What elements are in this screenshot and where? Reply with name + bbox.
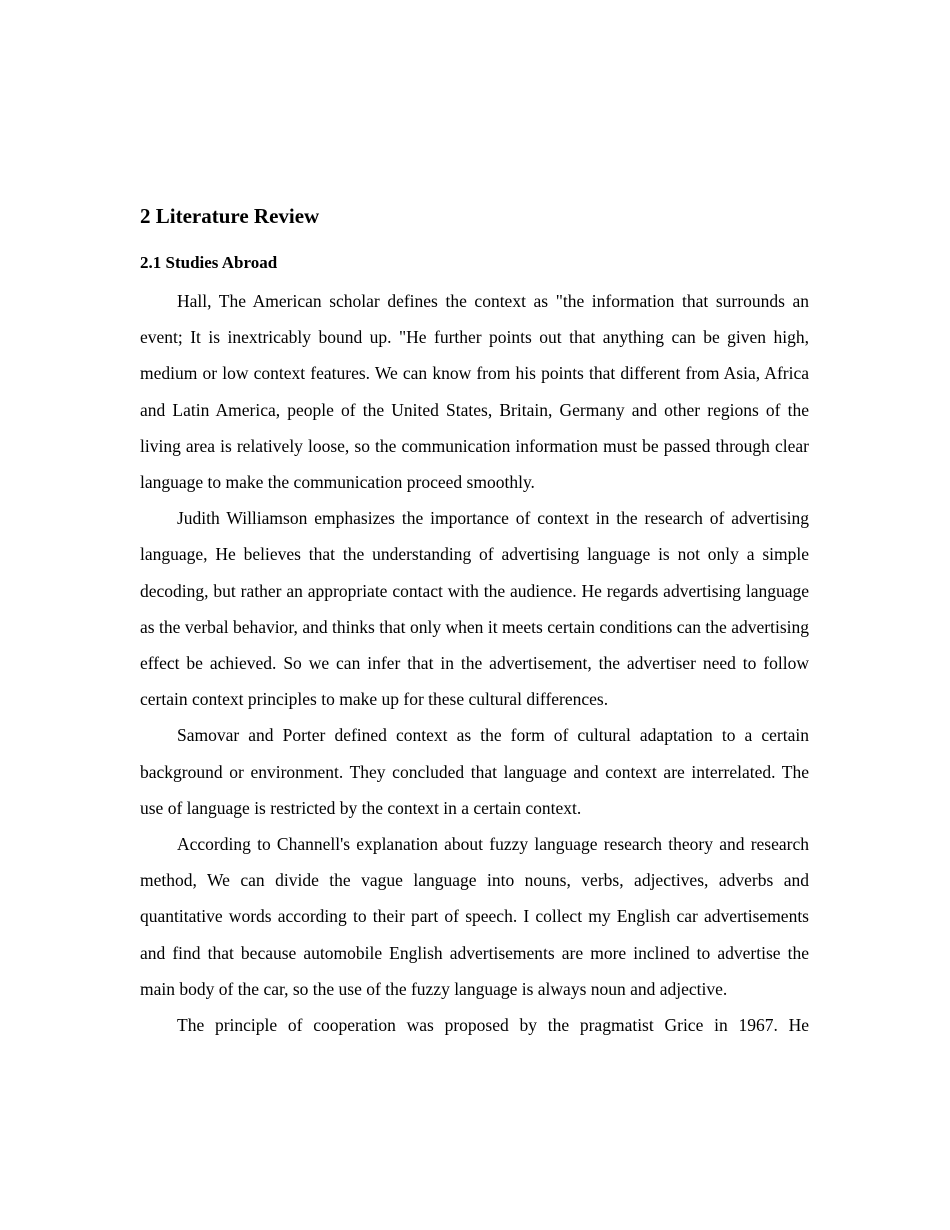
paragraph-hall: Hall, The American scholar defines the context as "the information that surrounds an event; It is inextricably bound up. "He further points out that anything can be given high, medium or low context features. We can know from his points that different from Asia, Africa and Latin America, people of the United States, Britain, Germany and other regions of the living area is relatively loose, so the communication information must be passed through clear language to make the communication proceed smoothly. xyxy=(140,291,809,493)
paragraph-williamson: Judith Williamson emphasizes the importance of context in the research of advertising language, He believes that the understanding of advertising language is not only a simple decoding, but rather an appropriate contact with the audience. He regards advertising language as the verbal behavior, and thinks that only when it meets certain conditions can the advertising effect be achieved. So we can infer that in the advertisement, the advertiser need to follow certain context principles to make up for these cultural differences. xyxy=(140,508,809,710)
paragraph-channell: According to Channell's explanation about fuzzy language research theory and research method, We can divide the vague language into nouns, verbs, adjectives, adverbs and quantitative words according to their part of speech. I collect my English car advertisements and find that because automobile English advertisements are more inclined to advertise the main body of the car, so the use of the fuzzy language is always noun and adjective. xyxy=(140,834,809,999)
page-content xyxy=(140,201,809,1043)
chapter-heading: 2 Literature Review xyxy=(140,204,320,228)
section-heading: 2.1 Studies Abroad xyxy=(140,253,278,272)
paragraph-grice: The principle of cooperation was proposed by the pragmatist Grice in 1967. He xyxy=(177,1015,809,1036)
paragraph-samovar-porter: Samovar and Porter defined context as the form of cultural adaptation to a certain background or environment. They concluded that language and context are interrelated. The use of language is restricted by the context in a certain context. xyxy=(140,725,809,818)
